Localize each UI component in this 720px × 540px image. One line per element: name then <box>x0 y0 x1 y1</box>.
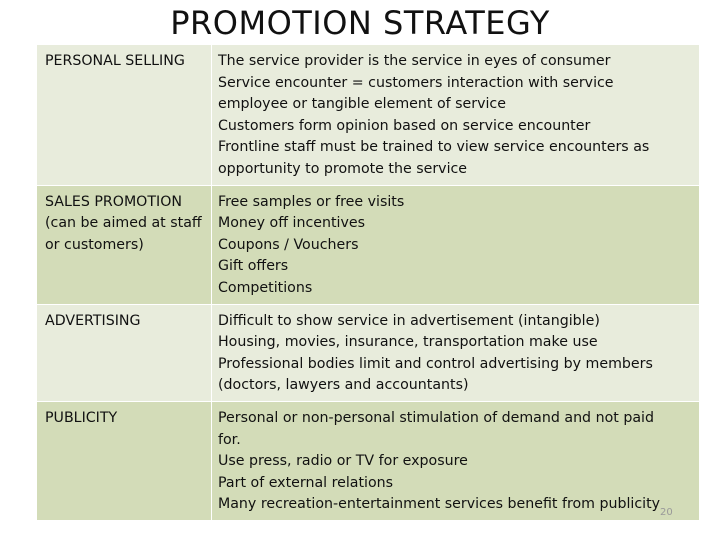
row-details <box>212 304 700 401</box>
detail-line: Free samples or free visits <box>218 193 405 210</box>
label-line: SALES PROMOTION <box>45 193 182 210</box>
detail-line: Money off incentives <box>218 215 365 232</box>
promotion-strategy-table <box>36 44 700 521</box>
detail-line: The service provider is the service in eyes of consumer <box>218 53 611 69</box>
detail-line: employee or tangible element of service <box>218 96 506 113</box>
table-row-sales-promotion <box>37 185 700 304</box>
page-title: PROMOTION STRATEGY <box>170 4 550 42</box>
detail-line: Difficult to show service in advertisement (intangible) <box>218 312 600 329</box>
row-label <box>37 401 212 520</box>
row-details <box>212 401 700 520</box>
label-line: PERSONAL SELLING <box>45 53 185 69</box>
label-line: or customers) <box>45 236 144 253</box>
table-row-advertising <box>37 304 700 401</box>
detail-line: Gift offers <box>218 258 289 275</box>
detail-line: Service encounter = customers interaction with service <box>218 74 614 91</box>
table-row-personal-selling <box>37 45 700 186</box>
detail-line: Frontline staff must be trained to view service encounters as <box>218 139 650 156</box>
detail-line: Professional bodies limit and control advertising by members <box>218 355 653 372</box>
detail-line: Competitions <box>218 279 313 296</box>
row-label <box>37 304 212 401</box>
row-label <box>37 185 212 304</box>
row-details <box>212 45 700 186</box>
detail-line: (doctors, lawyers and accountants) <box>218 377 469 394</box>
label-line: PUBLICITY <box>45 409 118 426</box>
row-label <box>37 45 212 186</box>
detail-line: Part of external relations <box>218 474 394 491</box>
detail-line: Many recreation-entertainment services benefit from publicity <box>218 496 661 513</box>
label-line: (can be aimed at staff <box>45 215 202 232</box>
page-number: 20 <box>660 507 673 518</box>
detail-line: Coupons / Vouchers <box>218 236 359 253</box>
label-line: ADVERTISING <box>45 312 141 329</box>
detail-line: for. <box>218 431 241 448</box>
detail-line: Customers form opinion based on service encounter <box>218 117 591 134</box>
detail-line: Housing, movies, insurance, transportation make use <box>218 334 598 351</box>
table-row-publicity <box>37 401 700 520</box>
detail-line: Personal or non-personal stimulation of demand and not paid <box>218 409 654 426</box>
detail-line: Use press, radio or TV for exposure <box>218 453 468 470</box>
row-details <box>212 185 700 304</box>
detail-line: opportunity to promote the service <box>218 160 468 177</box>
